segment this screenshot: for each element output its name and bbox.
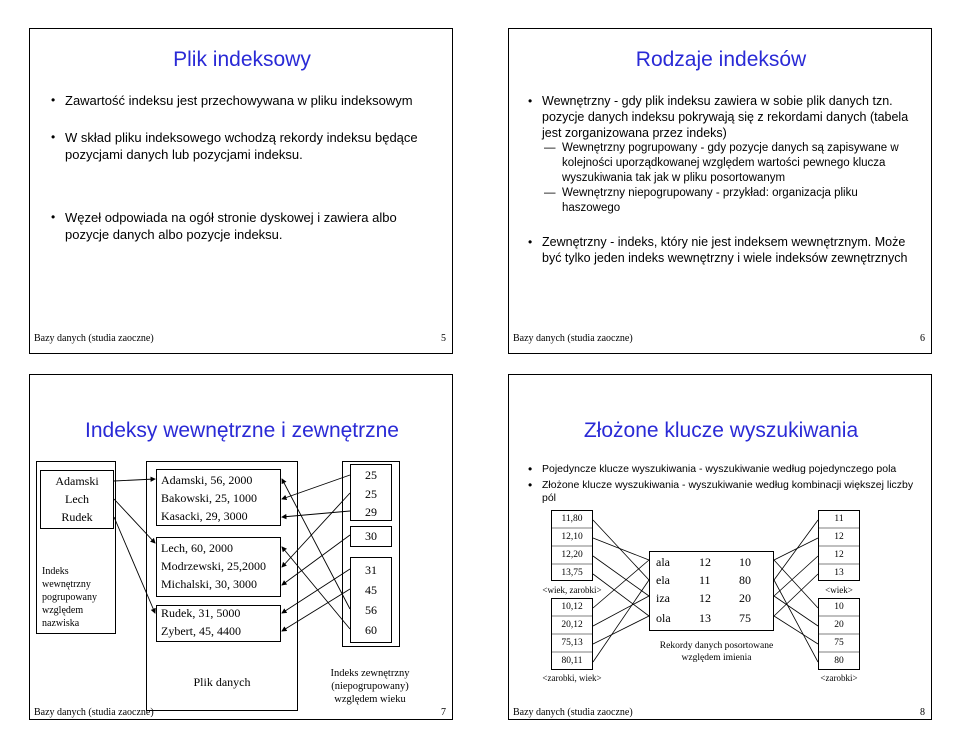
data-record: Kasacki, 29, 3000	[161, 509, 248, 523]
index-entry: 12,20	[561, 550, 583, 560]
data-record: Rudek, 31, 5000	[161, 606, 241, 620]
slide-footer: Bazy danych (studia zaoczne)	[34, 707, 154, 718]
slide-title: Rodzaje indeksów	[635, 48, 807, 71]
index-entry: 12	[834, 550, 844, 560]
record-age: 12	[699, 555, 711, 569]
index-key: Adamski	[55, 474, 99, 488]
ext-index-value: 56	[365, 603, 377, 617]
data-file-caption: Plik danych	[193, 675, 251, 689]
index-entry: 11	[834, 514, 844, 524]
index-pointer-lines	[30, 375, 454, 721]
slide-5	[29, 28, 453, 354]
record-name: ela	[656, 573, 670, 587]
index-label: <zarobki>	[820, 673, 858, 683]
data-record: Michalski, 30, 3000	[161, 577, 257, 591]
slide-8	[508, 374, 932, 720]
record-name: ola	[656, 611, 671, 625]
record-name: iza	[656, 591, 670, 605]
slide-footer: Bazy danych (studia zaoczne)	[513, 333, 633, 344]
record-age: 13	[699, 611, 711, 625]
slide-footer: Bazy danych (studia zaoczne)	[34, 333, 154, 344]
page-number: 7	[441, 707, 446, 718]
page-number: 8	[920, 707, 925, 718]
index-entry: 20	[834, 620, 844, 630]
record-salary: 10	[739, 555, 751, 569]
index-label: <zarobki, wiek>	[542, 673, 602, 683]
index-caption: Indeks wewnętrzny pogrupowany względem nazwiska	[42, 566, 97, 629]
data-record: Bakowski, 25, 1000	[161, 491, 257, 505]
bullet-item: • Zewnętrzny - indeks, który nie jest indeksem wewnętrznym. Może być tylko jeden indeks wewnętrzny i wiele indeksów zewnętrznych	[542, 234, 912, 266]
ext-index-value: 25	[365, 468, 377, 482]
bullet-item: • Zawartość indeksu jest przechowywana w pliku indeksowym	[65, 92, 445, 109]
slide-7	[29, 374, 453, 720]
slide-title: Plik indeksowy	[173, 48, 311, 71]
index-label: <wiek, zarobki>	[542, 585, 602, 595]
index-label: <wiek>	[825, 585, 853, 595]
slide-title: Indeksy wewnętrzne i zewnętrzne	[85, 419, 399, 442]
data-record: Modrzewski, 25,2000	[161, 559, 266, 573]
record-salary: 20	[739, 591, 751, 605]
record-name: ala	[656, 555, 670, 569]
ext-index-value: 29	[365, 505, 377, 519]
records-caption: Rekordy danych posortowane względem imienia	[659, 641, 774, 663]
bullet-item: • Wewnętrzny - gdy plik indeksu zawiera w sobie plik danych tzn. pozycje danych indeksu pokrywają się z rekordami danych (tabela jest zorganizowana przez indeks)	[542, 93, 922, 141]
index-key: Lech	[65, 492, 89, 506]
index-entry: 12,10	[561, 532, 583, 542]
record-age: 12	[699, 591, 711, 605]
ext-index-value: 60	[365, 623, 377, 637]
index-entry: 80,11	[561, 656, 583, 666]
sub-bullet-item: — Wewnętrzny niepogrupowany - przykład: organizacja pliku haszowego	[562, 186, 907, 216]
sub-bullet-item: — Wewnętrzny pogrupowany - gdy pozycje danych są zapisywane w kolejności uporządkowanej względem wartości pewnego klucza wyszukiwania tak jak w pliku posortowanym	[562, 141, 917, 186]
ext-index-value: 25	[365, 487, 377, 501]
slide-footer: Bazy danych (studia zaoczne)	[513, 707, 633, 718]
ext-index-value: 45	[365, 583, 377, 597]
index-entry: 10,12	[561, 602, 583, 612]
index-entry: 13	[834, 568, 844, 578]
index-entry: 11,80	[561, 514, 583, 524]
bullet-item: • Węzeł odpowiada na ogół stronie dyskowej i zawiera albo pozycje danych albo pozycje indeksu.	[65, 209, 420, 243]
index-entry: 80	[834, 656, 844, 666]
index-entry: 20,12	[561, 620, 583, 630]
index-entry: 75	[834, 638, 844, 648]
bullet-item: • Pojedyncze klucze wyszukiwania - wyszukiwanie według pojedynczego pola	[542, 463, 922, 476]
page-number: 6	[920, 333, 925, 344]
record-salary: 75	[739, 611, 751, 625]
data-record: Lech, 60, 2000	[161, 541, 233, 555]
data-record: Adamski, 56, 2000	[161, 473, 253, 487]
data-record: Zybert, 45, 4400	[161, 624, 241, 638]
ext-index-value: 31	[365, 563, 377, 577]
slide-title: Złożone klucze wyszukiwania	[583, 419, 859, 442]
index-entry: 75,13	[561, 638, 583, 648]
bullet-item: • W skład pliku indeksowego wchodzą rekordy indeksu będące pozycjami danych lub pozycjami indeksu.	[65, 129, 420, 163]
record-salary: 80	[739, 573, 751, 587]
index-entry: 10	[834, 602, 844, 612]
record-age: 11	[699, 573, 711, 587]
index-entry: 12	[834, 532, 844, 542]
ext-index-value: 30	[365, 529, 377, 543]
index-key: Rudek	[61, 510, 93, 524]
page-number: 5	[441, 333, 446, 344]
bullet-item: • Złożone klucze wyszukiwania - wyszukiwanie według kombinacji większej liczby pól	[542, 479, 922, 505]
composite-pointer-lines	[509, 375, 933, 721]
index-entry: 13,75	[561, 568, 583, 578]
ext-index-caption: Indeks zewnętrzny (niepogrupowany) względem wieku	[330, 668, 410, 705]
slide-6	[508, 28, 932, 354]
